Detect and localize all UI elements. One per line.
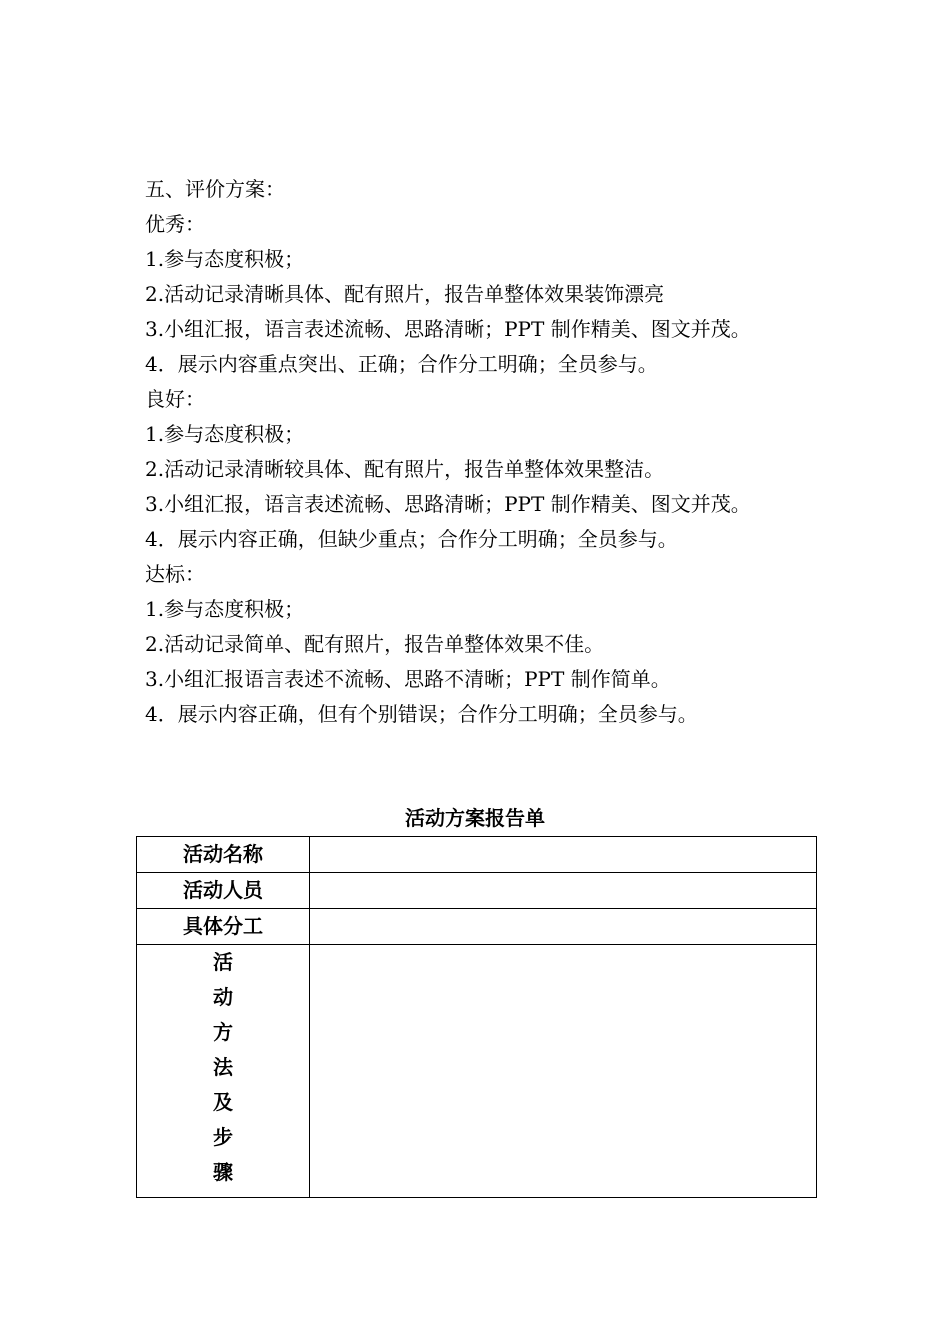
method-steps-label-char: 法 (213, 1055, 233, 1079)
report-form-table (136, 836, 817, 1198)
method-steps-label-char: 步 (213, 1125, 233, 1149)
table-row (137, 909, 817, 945)
activity-members-field[interactable] (310, 873, 817, 909)
method-steps-label-char: 活 (213, 950, 233, 974)
table-row (137, 837, 817, 873)
method-steps-field[interactable] (310, 945, 817, 1198)
level-heading-good: 良好： (145, 387, 205, 411)
task-division-field[interactable] (310, 909, 817, 945)
level-heading-excellent: 优秀： (145, 212, 205, 236)
section-heading: 五、评价方案： (145, 177, 285, 201)
criterion-line: 2.活动记录清晰较具体、配有照片，报告单整体效果整洁。 (145, 457, 665, 481)
criterion-line: 2.活动记录清晰具体、配有照片，报告单整体效果装饰漂亮 (145, 282, 665, 306)
criterion-line: 1.参与态度积极； (145, 247, 305, 271)
criterion-line: 2.活动记录简单、配有照片，报告单整体效果不佳。 (145, 632, 605, 656)
evaluation-section (145, 172, 845, 732)
criterion-line: 4．展示内容正确，但缺少重点；合作分工明确；全员参与。 (145, 527, 678, 551)
criterion-line: 4．展示内容重点突出、正确；合作分工明确；全员参与。 (145, 352, 658, 376)
method-steps-label-char: 骤 (213, 1160, 233, 1184)
activity-members-label: 活动人员 (137, 873, 310, 909)
task-division-label: 具体分工 (137, 909, 310, 945)
criterion-line: 4．展示内容正确，但有个别错误；合作分工明确；全员参与。 (145, 702, 698, 726)
report-form-title: 活动方案报告单 (405, 806, 545, 830)
method-steps-label (137, 945, 310, 1198)
criterion-line: 1.参与态度积极； (145, 597, 305, 621)
method-steps-label-char: 动 (213, 985, 233, 1009)
activity-name-label: 活动名称 (137, 837, 310, 873)
criterion-line: 3.小组汇报，语言表述流畅、思路清晰；PPT 制作精美、图文并茂。 (145, 492, 751, 516)
method-steps-label-char: 方 (213, 1020, 233, 1044)
criterion-line: 1.参与态度积极； (145, 422, 305, 446)
level-heading-pass: 达标： (145, 562, 205, 586)
criterion-line: 3.小组汇报语言表述不流畅、思路不清晰；PPT 制作简单。 (145, 667, 671, 691)
table-row (137, 873, 817, 909)
table-row (137, 945, 817, 1198)
activity-name-field[interactable] (310, 837, 817, 873)
criterion-line: 3.小组汇报，语言表述流畅、思路清晰；PPT 制作精美、图文并茂。 (145, 317, 751, 341)
method-steps-label-char: 及 (213, 1090, 233, 1114)
